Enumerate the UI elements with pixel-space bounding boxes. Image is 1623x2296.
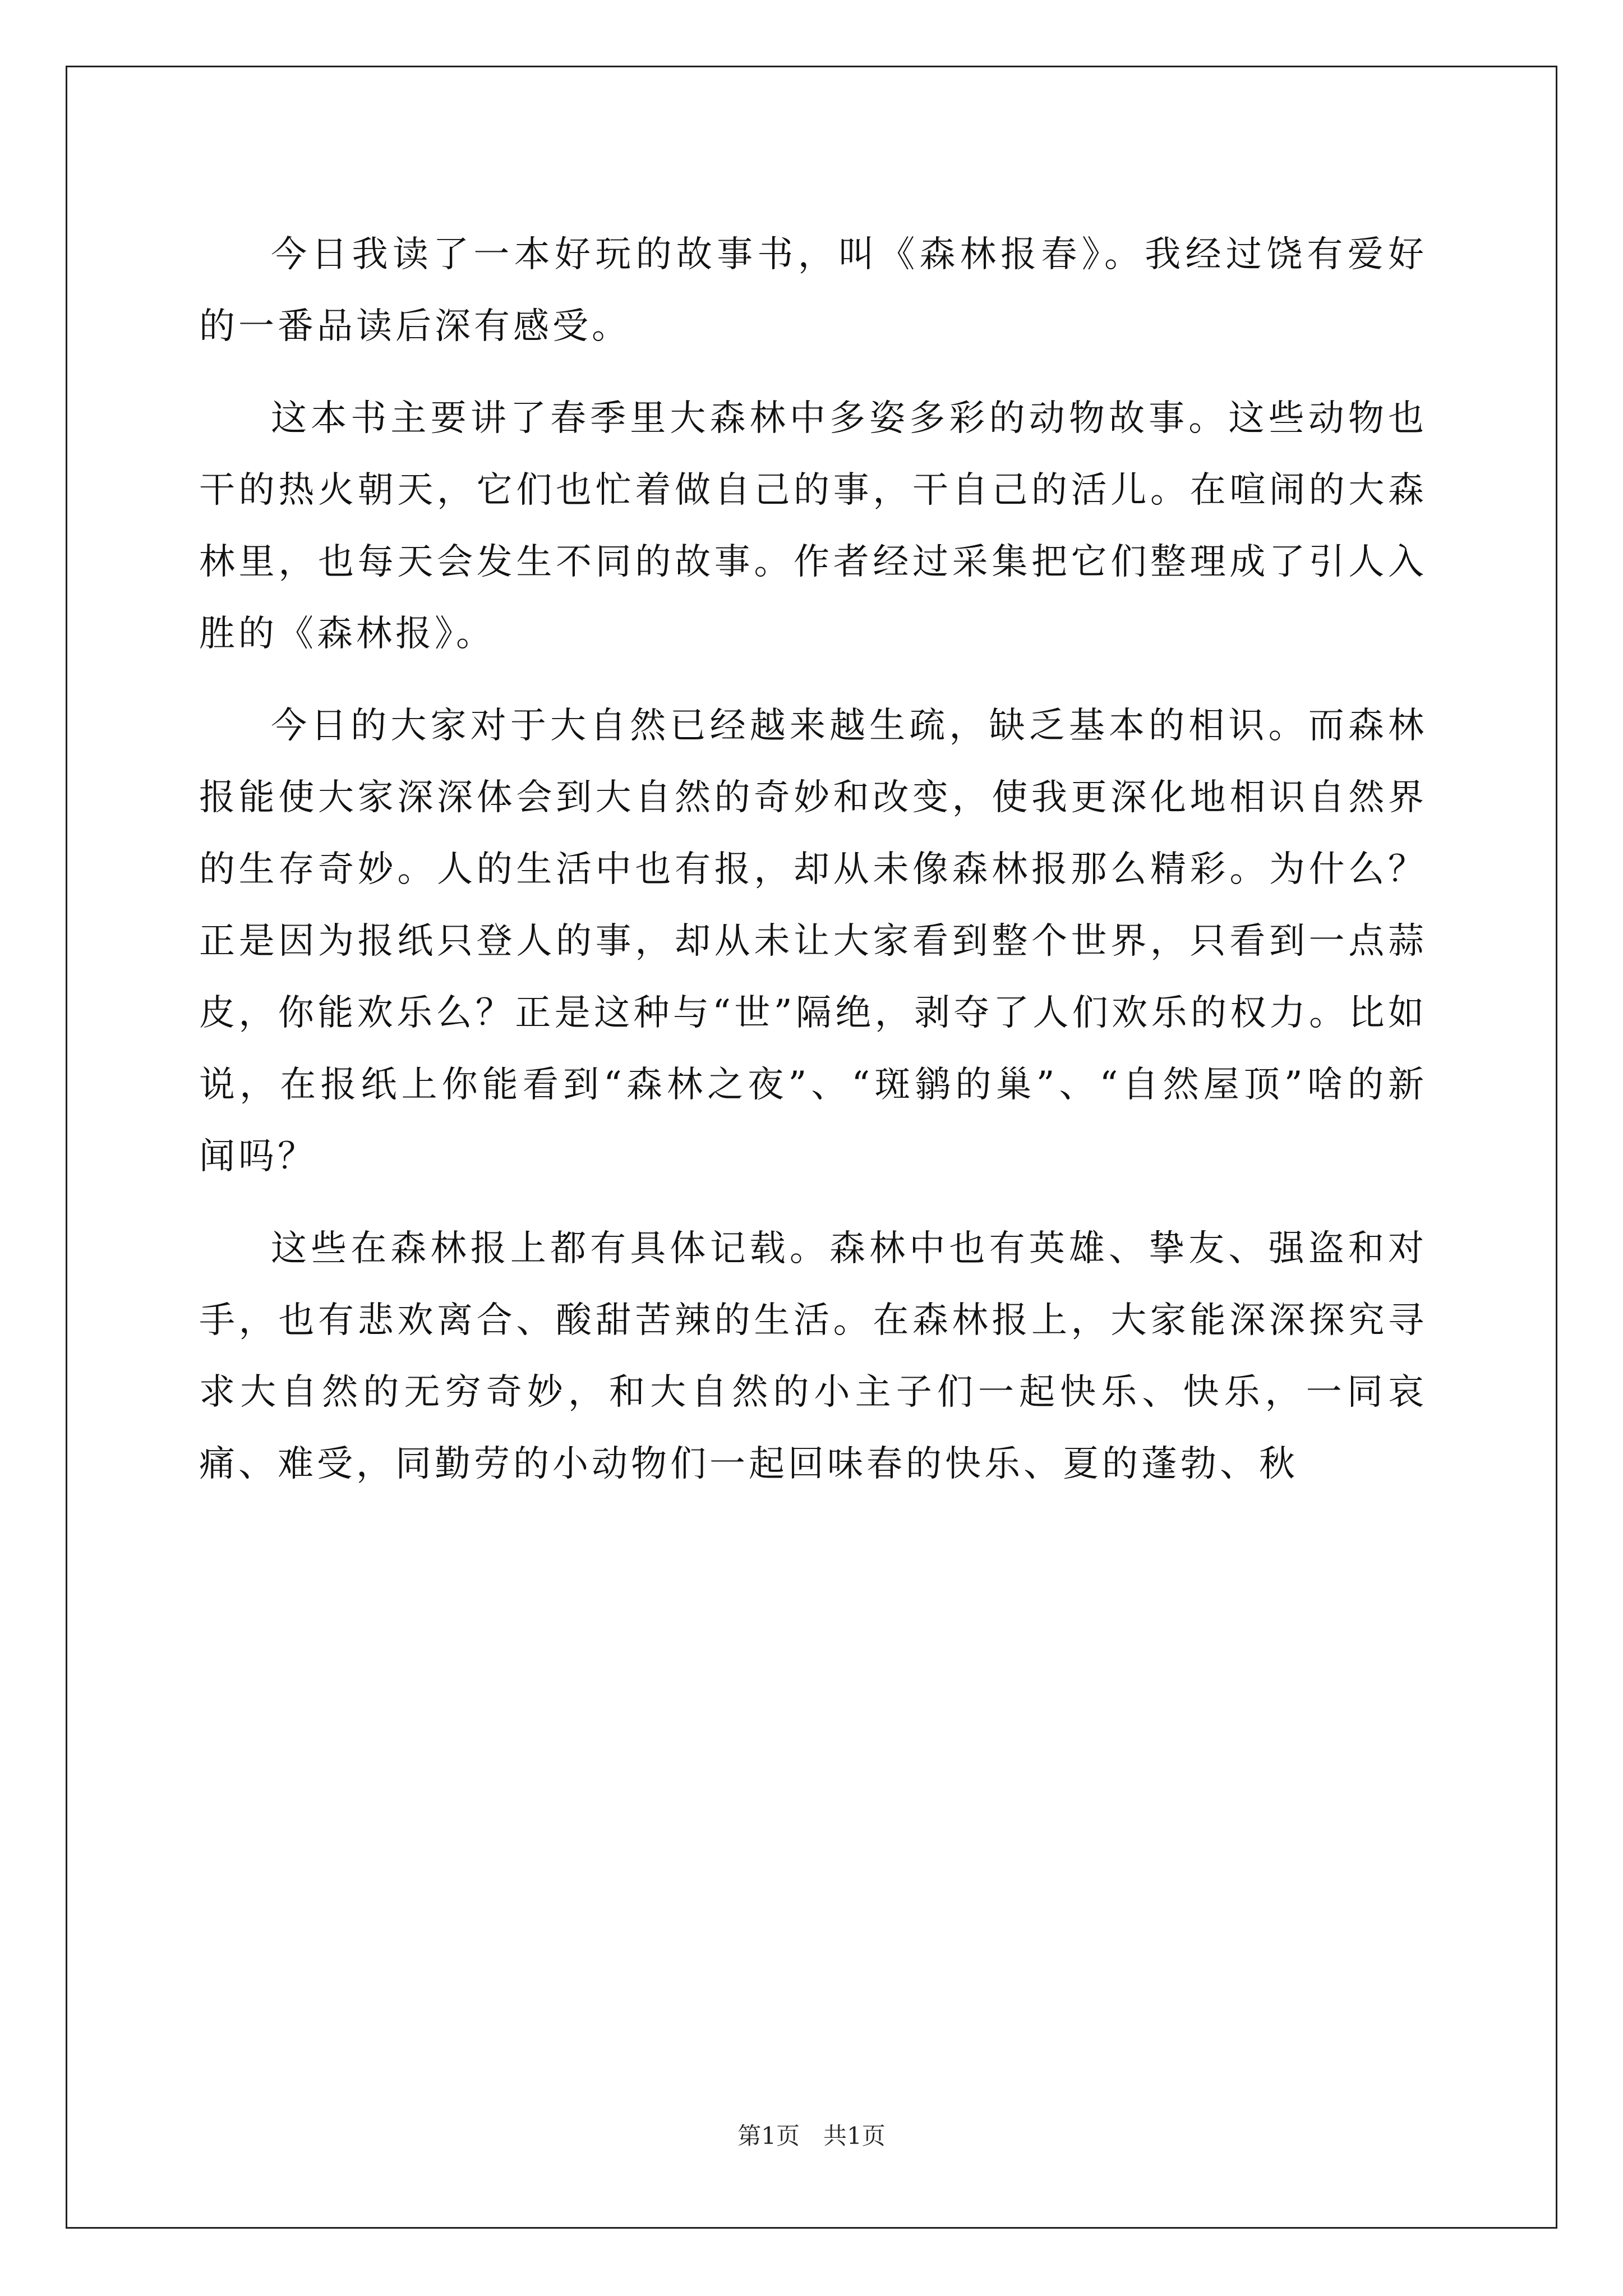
paragraph-3: 今日的大家对于大自然已经越来越生疏，缺乏基本的相识。而森林报能使大家深深体会到大自然的奇妙和改变，使我更深化地相识自然界的生存奇妙。人的生活中也有报，却从未像森林报那么精彩。为什么？正是因为报纸只登人的事，却从未让大家看到整个世界，只看到一点蒜皮，你能欢乐么？正是这种与“世”隔绝，剥夺了人们欢乐的权力。比如说，在报纸上你能看到“森林之夜”、“斑鹟的巢”、“自然屋顶”啥的新闻吗？: [199, 705, 1427, 1177]
document-body: [199, 219, 1427, 1520]
paragraph-2: 这本书主要讲了春季里大森林中多姿多彩的动物故事。这些动物也干的热火朝天，它们也忙着做自己的事，干自己的活儿。在喧闹的大森林里，也每天会发生不同的故事。作者经过采集把它们整理成了引人入胜的《森林报》。: [199, 398, 1427, 655]
paragraph-4: 这些在森林报上都有具体记载。森林中也有英雄、挚友、强盗和对手，也有悲欢离合、酸甜苦辣的生活。在森林报上，大家能深深探究寻求大自然的无穷奇妙，和大自然的小主子们一起快乐、快乐，一同哀痛、难受，同勤劳的小动物们一起回味春的快乐、夏的蓬勃、秋: [199, 1228, 1427, 1485]
paragraph-1: 今日我读了一本好玩的故事书，叫《森林报春》。我经过饶有爱好的一番品读后深有感受。: [199, 234, 1427, 347]
page-footer: 第1页 共1页: [737, 2122, 886, 2150]
